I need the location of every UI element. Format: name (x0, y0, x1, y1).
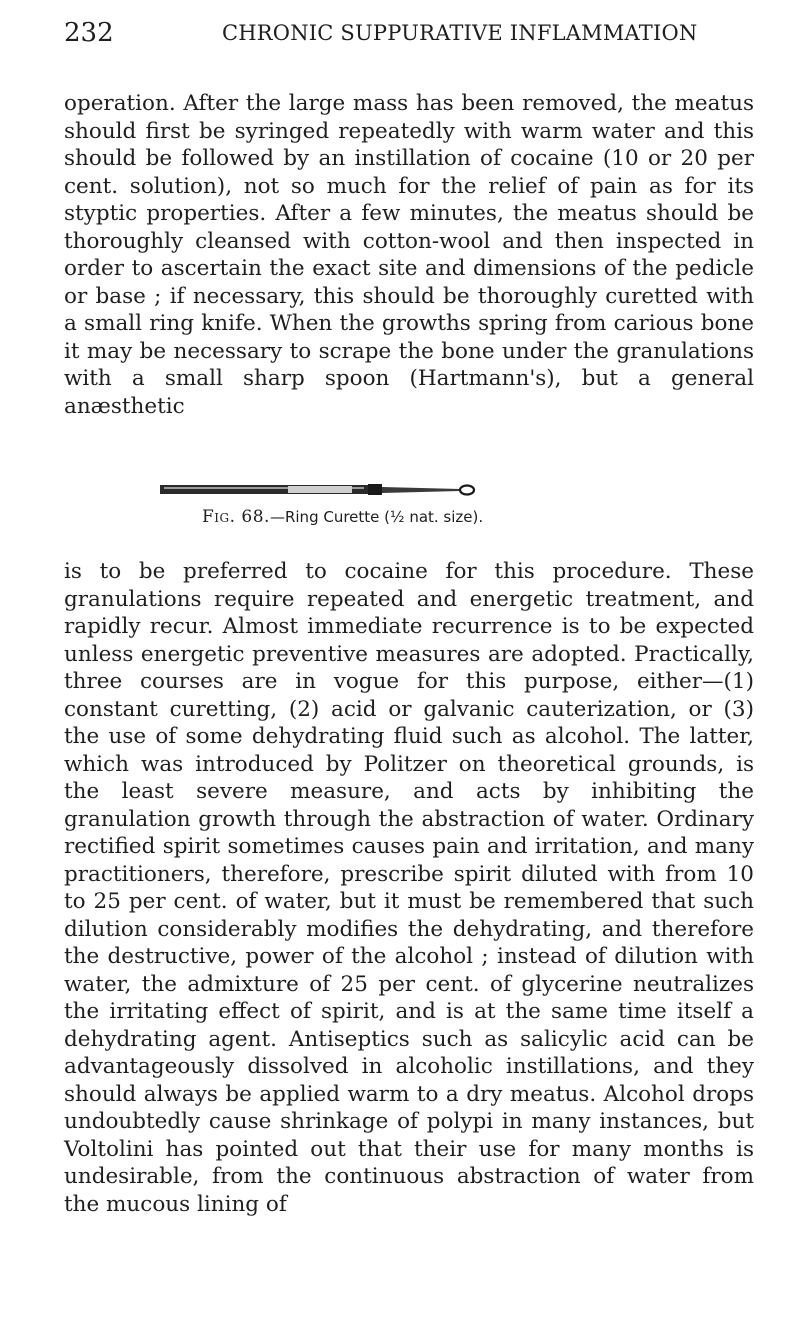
curette-ferrule (368, 484, 382, 495)
figure-caption-text: —Ring Curette (½ nat. size). (269, 508, 484, 526)
figure-label: Fig. 68. (202, 507, 270, 527)
page-number: 232 (64, 18, 114, 48)
figure-ring-curette (160, 483, 660, 553)
curette-handle-stamp-area (288, 486, 352, 493)
body-paragraph-bottom: is to be preferred to cocaine for this procedure. These granulations require repeated and energetic treatment, and rapidly recur. Almost immediate recurrence is to be expected unless energetic preventive measures are adopted. Practically, three courses are in vogue for this purpose, either—(1) constant curetting, (2) acid or galvanic cauterization, or (3) the use of some dehydrating fluid such as alcohol. The latter, which was introduced by Politzer on theoretical grounds, is the least severe measure, and acts by inhibiting the granulation growth through the abstraction of water. Ordinary rectified spirit sometimes causes pain and irritation, and many practitioners, therefore, prescribe spirit diluted with from 10 to 25 per cent. of water, but it must be remembered that such dilution considerably modifies the dehydrating, and therefore the destructive, power of the alcohol ; instead of dilution with water, the admixture of 25 per cent. of glycerine neutralizes the irritating effect of spirit, and is at the same time itself a dehydrating agent. Antiseptics such as salicylic acid can be advantageously dissolved in alcoholic instillations, and they should always be applied warm to a dry meatus. Alcohol drops undoubtedly cause shrinkage of polypi in many instances, but Voltolini has pointed out that their use for many months is undesirable, from the continuous abstraction of water from the mucous lining of (64, 559, 754, 1217)
ring-curette-illustration (160, 483, 480, 497)
curette-ring (460, 486, 474, 495)
figure-caption (202, 507, 682, 527)
curette-shaft (382, 487, 460, 493)
running-head-title: CHRONIC SUPPURATIVE INFLAMMATION (222, 21, 698, 45)
running-header (64, 18, 754, 58)
body-paragraph-top: operation. After the large mass has been removed, the meatus should first be syringed repeatedly with warm water and this should be followed by an instillation of cocaine (10 or 20 per cent. solution), not so much for the relief of pain as for its styptic properties. After a few minutes, the meatus should be thoroughly cleansed with cotton-wool and then inspected in order to ascertain the exact site and dimensions of the pedicle or base ; if necessary, this should be thoroughly curetted with a small ring knife. When the growths spring from carious bone it may be necessary to scrape the bone under the granulations with a small sharp spoon (Hartmann's), but a general anæsthetic (64, 91, 754, 419)
